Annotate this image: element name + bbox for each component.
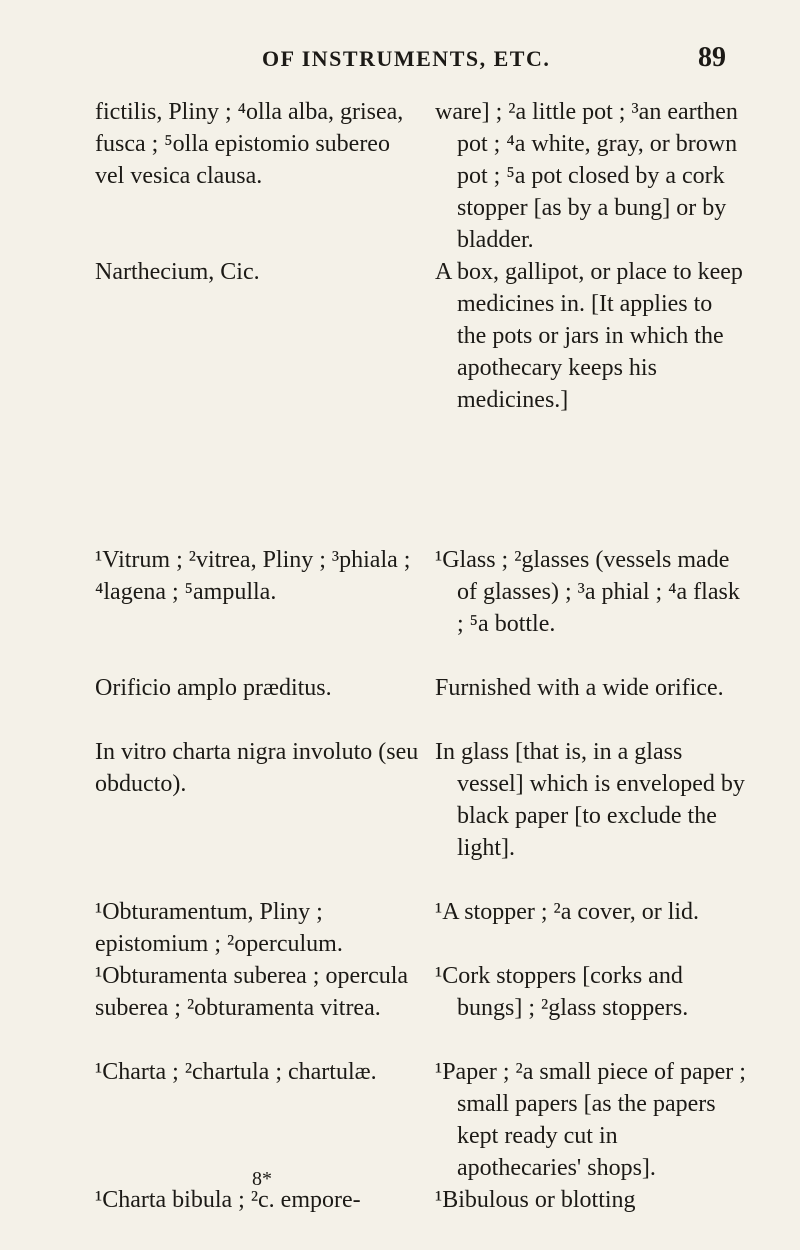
latin-entry: ¹Obturamentum, Pliny ; epistomium ; ²operculum. [95, 899, 343, 957]
page-header [0, 40, 800, 80]
signature-mark: 8* [252, 1168, 272, 1190]
english-entry: ware] ; ²a little pot ; ³an earthen pot ; ⁴a white, gray, or brown pot ; ⁵a pot closed by a cork stopper [as by a bung] or by bladder. [435, 99, 738, 253]
page-number: 89 [698, 42, 726, 73]
latin-entry: ¹Charta ; ²chartula ; chartulæ. [95, 1059, 377, 1085]
english-entry: ¹Glass ; ²glasses (vessels made of glasses) ; ³a phial ; ⁴a flask ; ⁵a bottle. [435, 547, 740, 637]
english-entry: A box, gallipot, or place to keep medicines in. [It applies to the pots or jars in which the apothecary keeps his medicines.] [435, 259, 743, 413]
latin-entry: ¹Vitrum ; ²vitrea, Pliny ; ³phiala ; ⁴lagena ; ⁵ampulla. [95, 547, 411, 605]
english-entry: Furnished with a wide orifice. [435, 675, 724, 701]
english-entry: ¹Bibulous or blotting [435, 1187, 636, 1213]
latin-entry: Narthecium, Cic. [95, 259, 260, 285]
running-head: OF INSTRUMENTS, ETC. [262, 46, 551, 71]
english-entry: ¹Cork stoppers [corks and bungs] ; ²glass stoppers. [435, 963, 689, 1021]
latin-entry: fictilis, Pliny ; ⁴olla alba, grisea, fusca ; ⁵olla epistomio subereo vel vesica clausa. [95, 99, 404, 189]
english-entry: ¹A stopper ; ²a cover, or lid. [435, 899, 700, 925]
latin-entry: Orificio amplo præditus. [95, 675, 332, 701]
english-entry: In glass [that is, in a glass vessel] which is enveloped by black paper [to exclude the light]. [435, 739, 745, 861]
latin-entry: ¹Obturamenta suberea ; opercula suberea ; ²obturamenta vitrea. [95, 963, 409, 1021]
latin-entry: In vitro charta nigra involuto (seu obducto). [95, 739, 419, 797]
english-entry: ¹Paper ; ²a small piece of paper ; small papers [as the papers kept ready cut in apothecaries' shops]. [435, 1059, 746, 1181]
latin-entry: ¹Charta bibula ; ²c. empore- [95, 1187, 361, 1213]
